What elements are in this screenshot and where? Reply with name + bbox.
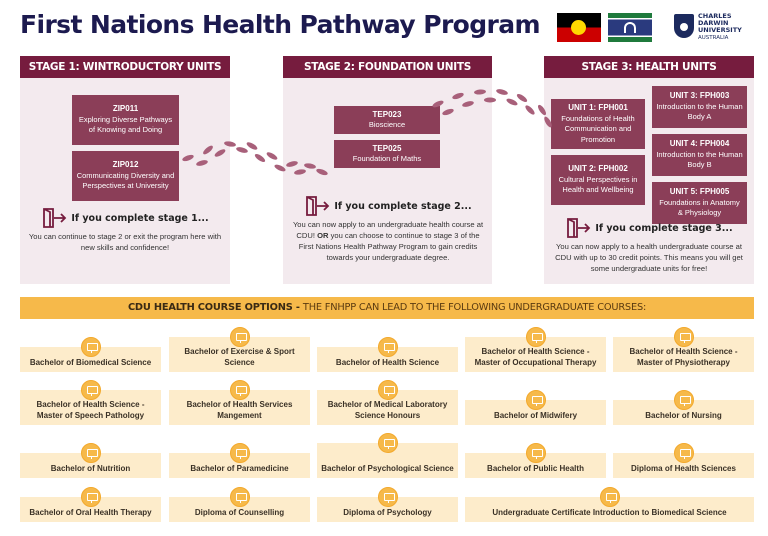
- unit-code: ZIP011: [112, 104, 139, 114]
- unit-card: [334, 140, 440, 168]
- flag-dhari: [624, 22, 636, 33]
- course-name: Undergraduate Certificate Introduction to Biomedical Science: [492, 507, 727, 517]
- stage-3-panel: [544, 56, 754, 284]
- course-card[interactable]: [20, 453, 161, 478]
- courses-banner: [20, 297, 754, 319]
- unit-name: Cultural Perspectives in Health and Wellbeing: [558, 174, 638, 195]
- exit-door-icon: [304, 194, 332, 218]
- stage-3-header: STAGE 3: HEALTH UNITS: [544, 56, 754, 78]
- course-card[interactable]: [317, 497, 458, 522]
- course-name: Bachelor of Midwifery: [493, 410, 578, 420]
- course-icon: [378, 487, 398, 507]
- course-name: Bachelor of Psychological Science: [321, 463, 454, 473]
- course-icon: [378, 380, 398, 400]
- course-name: Bachelor of Health Science - Master of Occupational Therapy: [474, 347, 597, 367]
- banner-bold: CDU HEALTH COURSE OPTIONS -: [127, 302, 303, 313]
- course-card[interactable]: [613, 400, 754, 425]
- outcome-text-or: OR: [317, 231, 329, 240]
- unit-card: [551, 99, 645, 149]
- course-icon: [378, 433, 398, 453]
- unit-card: [72, 95, 179, 145]
- course-name: Bachelor of Paramedicine: [190, 463, 289, 473]
- course-card[interactable]: [317, 347, 458, 372]
- aboriginal-flag-icon: [557, 13, 601, 42]
- exit-door-icon: [41, 206, 69, 230]
- unit-card: [652, 86, 747, 128]
- course-name: Bachelor of Health Science: [335, 357, 440, 367]
- course-card[interactable]: [169, 337, 310, 372]
- course-name: Bachelor of Health Science - Master of Physiotherapy: [629, 347, 738, 367]
- outcome-text-a: You can now apply to an undergraduate health course at CDU!: [292, 220, 484, 240]
- course-icon: [230, 327, 250, 347]
- shield-icon: [674, 14, 694, 38]
- course-name: Bachelor of Public Health: [487, 463, 584, 473]
- course-card[interactable]: [465, 453, 606, 478]
- course-icon: [526, 327, 546, 347]
- course-icon: [230, 487, 250, 507]
- outcome-heading: If you complete stage 2...: [334, 200, 472, 212]
- course-icon: [378, 337, 398, 357]
- logo-line: UNIVERSITY: [698, 26, 742, 34]
- course-card[interactable]: [465, 497, 754, 522]
- course-card[interactable]: [20, 390, 161, 425]
- outcome-text: [289, 219, 487, 263]
- logo-line: AUSTRALIA: [698, 35, 729, 41]
- unit-code: ZIP012: [112, 160, 139, 170]
- course-card[interactable]: [20, 497, 161, 522]
- course-name: Bachelor of Nursing: [645, 410, 722, 420]
- unit-card: [334, 106, 440, 134]
- unit-code: TEP023: [372, 109, 402, 119]
- unit-code: TEP025: [372, 143, 402, 153]
- course-icon: [81, 443, 101, 463]
- outcome-heading: If you complete stage 3...: [595, 222, 733, 234]
- unit-code: UNIT 2: FPH002: [568, 164, 628, 174]
- outcome-text: You can continue to stage 2 or exit the program here with new skills and confidence!: [28, 232, 222, 252]
- unit-name: Communicating Diversity and Perspectives at University: [76, 170, 175, 191]
- exit-door-icon: [565, 216, 593, 240]
- course-card[interactable]: [169, 453, 310, 478]
- page-title: First Nations Health Pathway Program: [20, 10, 540, 39]
- course-icon: [674, 443, 694, 463]
- flag-sun: [571, 20, 586, 35]
- unit-name: Foundation of Maths: [352, 154, 422, 163]
- stage-2-header: STAGE 2: FOUNDATION UNITS: [283, 56, 492, 78]
- course-icon: [81, 487, 101, 507]
- unit-code: UNIT 4: FPH004: [669, 139, 730, 149]
- course-name: Bachelor of Medical Laboratory Science Honours: [327, 400, 448, 420]
- unit-card: [551, 155, 645, 205]
- course-icon: [600, 487, 620, 507]
- stage-2-panel: [283, 56, 492, 284]
- course-card[interactable]: [20, 347, 161, 372]
- unit-name: Introduction to the Human Body B: [656, 149, 743, 170]
- course-name: Diploma of Health Sciences: [631, 463, 736, 473]
- outcome-text-b: you can choose to continue to stage 3 of the First Nations Health Pathway Program to gain credits towards your undergraduate degree.: [298, 231, 480, 262]
- course-icon: [81, 380, 101, 400]
- course-icon: [674, 390, 694, 410]
- course-name: Diploma of Counselling: [194, 507, 285, 517]
- stage-1-header: STAGE 1: WINTRODUCTORY UNITS: [20, 56, 230, 78]
- course-icon: [81, 337, 101, 357]
- course-name: Bachelor of Nutrition: [50, 463, 131, 473]
- outcome-heading: If you complete stage 1...: [71, 212, 209, 224]
- unit-card: [72, 151, 179, 201]
- unit-code: UNIT 5: FPH005: [669, 187, 730, 197]
- outcome-text: You can now apply to a health undergraduate course at CDU with up to 30 credit points. This means you will get some undergraduate units for free!: [555, 242, 743, 273]
- stage-1-outcome: [24, 206, 226, 253]
- course-name: Bachelor of Oral Health Therapy: [29, 507, 152, 517]
- course-icon: [674, 327, 694, 347]
- course-card[interactable]: [465, 400, 606, 425]
- course-name: Bachelor of Biomedical Science: [29, 357, 152, 367]
- course-name: Bachelor of Health Services Mangement: [186, 400, 293, 420]
- logo-line: DARWIN: [698, 19, 729, 27]
- course-name: Diploma of Psychology: [343, 507, 432, 517]
- course-card[interactable]: [317, 443, 458, 478]
- course-icon: [230, 443, 250, 463]
- course-card[interactable]: [317, 390, 458, 425]
- stage-3-outcome: [547, 216, 751, 274]
- unit-name: Introduction to the Human Body A: [656, 101, 743, 122]
- course-icon: [526, 443, 546, 463]
- course-name: Bachelor of Exercise & Sport Science: [184, 347, 295, 367]
- course-card[interactable]: [613, 337, 754, 372]
- unit-name: Foundations of Health Communication and Promotion: [561, 113, 635, 144]
- torres-strait-islander-flag-icon: [608, 13, 652, 42]
- unit-code: UNIT 3: FPH003: [669, 91, 730, 101]
- course-icon: [526, 390, 546, 410]
- course-card[interactable]: [169, 497, 310, 522]
- banner-rest: THE FNHPP CAN LEAD TO THE FOLLOWING UNDERGRADUATE COURSES:: [302, 302, 647, 313]
- logo-line: CHARLES: [698, 12, 732, 20]
- course-name: Bachelor of Health Science - Master of Speech Pathology: [36, 400, 145, 420]
- course-card[interactable]: [613, 453, 754, 478]
- unit-name: Foundations in Anatomy & Physiology: [659, 197, 740, 218]
- course-icon: [230, 380, 250, 400]
- course-card[interactable]: [465, 337, 606, 372]
- unit-code: UNIT 1: FPH001: [568, 103, 628, 112]
- stage-1-panel: [20, 56, 230, 284]
- stage-2-outcome: [289, 194, 487, 263]
- cdu-logo: [672, 12, 762, 44]
- unit-name: Bioscience: [368, 120, 406, 129]
- unit-card: [652, 134, 747, 176]
- unit-name: Exploring Diverse Pathways of Knowing and Doing: [78, 114, 173, 135]
- course-card[interactable]: [169, 390, 310, 425]
